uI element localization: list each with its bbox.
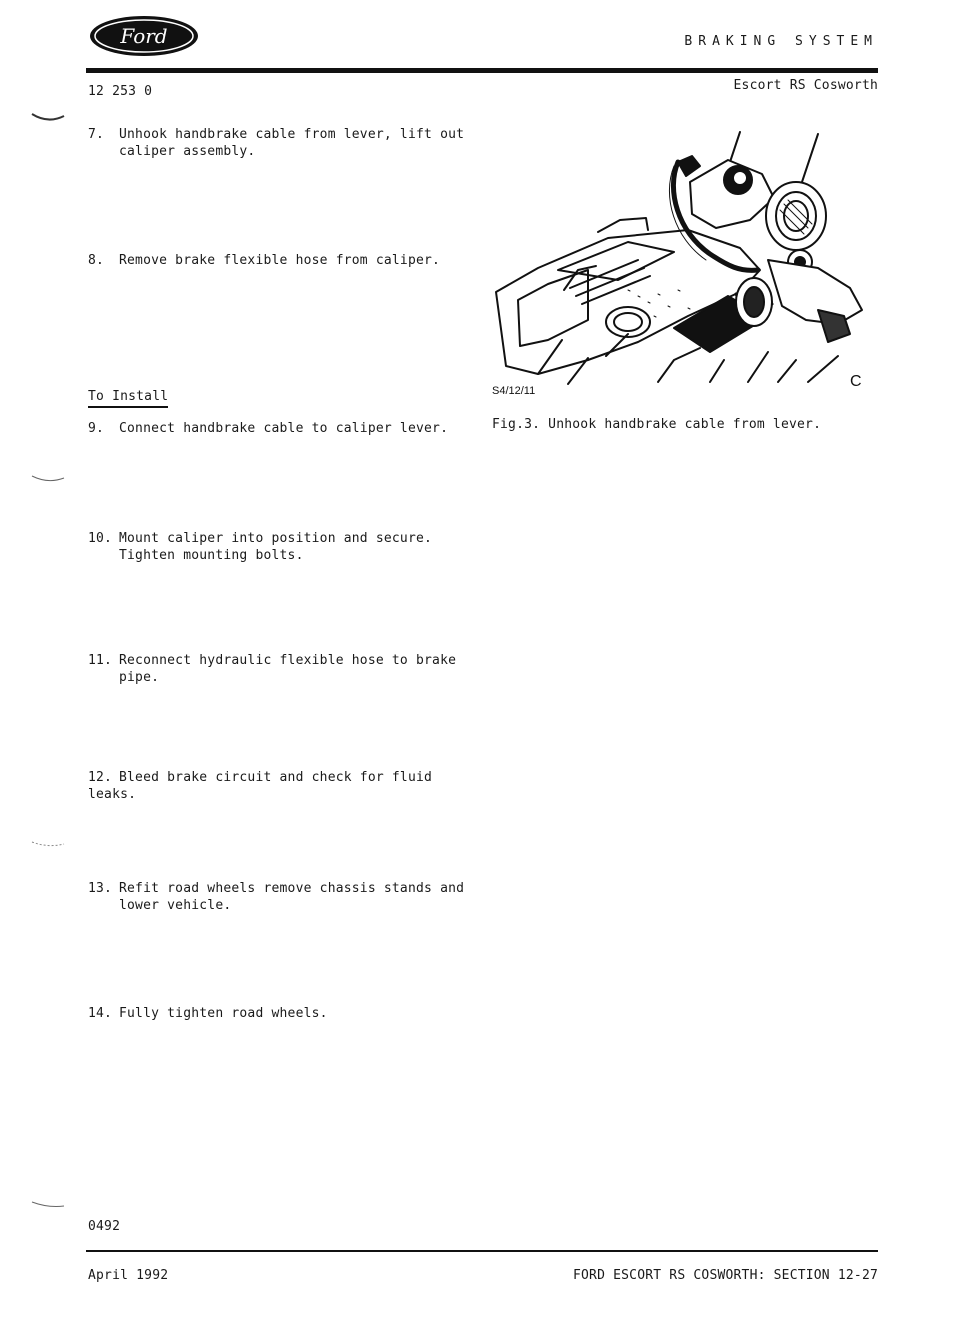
model-name: Escort RS Cosworth bbox=[733, 78, 878, 93]
step-text: Bleed brake circuit and check for fluid leaks. bbox=[88, 770, 433, 802]
margin-mark bbox=[30, 840, 66, 850]
step-number: 10. bbox=[88, 531, 113, 546]
step-7 bbox=[88, 126, 468, 160]
doc-number: 0492 bbox=[88, 1219, 121, 1234]
footer-rule bbox=[86, 1250, 878, 1252]
step-13 bbox=[88, 880, 468, 914]
header-rule bbox=[86, 68, 878, 73]
figure-ref: S4/12/11 bbox=[492, 385, 536, 397]
margin-mark bbox=[30, 112, 66, 122]
section-title: BRAKING SYSTEM bbox=[684, 34, 878, 49]
install-heading: To Install bbox=[88, 389, 168, 408]
step-11 bbox=[88, 652, 468, 686]
step-number: 9. bbox=[88, 421, 105, 436]
margin-mark bbox=[30, 474, 66, 484]
step-text-continued: lower vehicle. bbox=[119, 898, 232, 913]
step-number: 14. bbox=[88, 1006, 113, 1021]
step-12 bbox=[88, 769, 488, 803]
step-text-continued: pipe. bbox=[119, 670, 160, 685]
step-number: 11. bbox=[88, 653, 113, 668]
step-text: Fully tighten road wheels. bbox=[119, 1006, 328, 1021]
step-text-continued: Tighten mounting bolts. bbox=[119, 548, 304, 563]
doc-date: April 1992 bbox=[88, 1268, 169, 1283]
step-text-continued: caliper assembly. bbox=[119, 144, 256, 159]
doc-code: 12 253 0 bbox=[88, 84, 153, 99]
step-14 bbox=[88, 1005, 468, 1022]
caliper-illustration bbox=[478, 120, 878, 400]
step-text: Remove brake flexible hose from caliper. bbox=[119, 253, 441, 268]
step-text: Reconnect hydraulic flexible hose to brake bbox=[119, 653, 457, 668]
step-number: 13. bbox=[88, 881, 113, 896]
ford-logo-text: Ford bbox=[120, 24, 168, 48]
section-label: FORD ESCORT RS COSWORTH: SECTION 12-27 bbox=[572, 1268, 878, 1283]
step-text: Connect handbrake cable to caliper lever. bbox=[119, 421, 449, 436]
margin-mark bbox=[30, 1200, 66, 1210]
step-number: 12. bbox=[88, 770, 113, 785]
ford-logo bbox=[88, 14, 200, 58]
step-8 bbox=[88, 252, 468, 269]
step-text: Unhook handbrake cable from lever, lift out bbox=[119, 127, 465, 142]
step-9 bbox=[88, 420, 468, 437]
step-10 bbox=[88, 530, 468, 564]
step-text: Refit road wheels remove chassis stands and bbox=[119, 881, 465, 896]
figure-caption: Fig.3. Unhook handbrake cable from lever. bbox=[492, 417, 822, 432]
step-number: 7. bbox=[88, 127, 105, 142]
step-text: Mount caliper into position and secure. bbox=[119, 531, 433, 546]
step-number: 8. bbox=[88, 253, 105, 268]
figure-callout: C bbox=[850, 373, 862, 390]
